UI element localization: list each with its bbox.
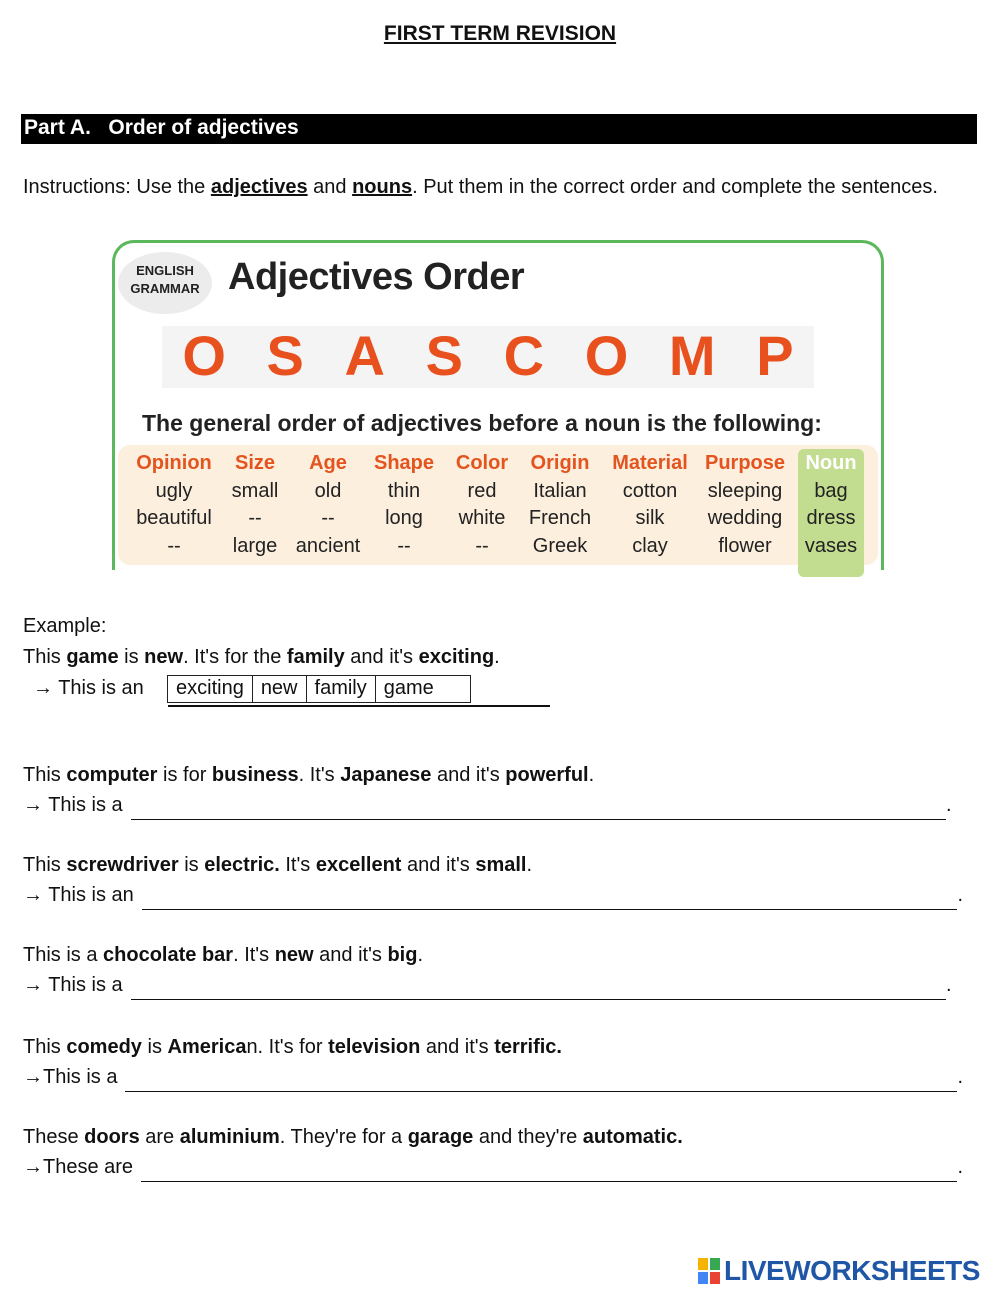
order-example-word: white: [458, 507, 506, 529]
sentence-text: . They're for a: [279, 1126, 408, 1148]
order-example-word: thin: [387, 479, 421, 502]
answer-blank[interactable]: [125, 1069, 957, 1092]
page-title: FIRST TERM REVISION: [383, 22, 617, 45]
order-example-word: sleeping: [707, 479, 783, 502]
order-example-word: Italian: [533, 479, 587, 502]
sentence-keyword: big: [387, 944, 418, 966]
sentence-text: and it's: [313, 944, 388, 966]
order-example-word: --: [167, 534, 181, 557]
order-example-word: ugly: [155, 479, 193, 502]
sentence-text: This: [23, 854, 67, 876]
order-example-word: beautiful: [136, 507, 212, 529]
order-example-word: Greek: [532, 534, 588, 557]
instructions-keyword: adjectives: [210, 176, 308, 198]
order-column-header: Color: [455, 452, 509, 474]
exercise-sentence: [23, 1123, 963, 1152]
acronym-letter: P: [756, 323, 794, 387]
order-example-word: --: [475, 534, 489, 557]
order-column: [771, 450, 891, 560]
sentence-keyword: television: [328, 1036, 421, 1058]
sentence-text: .: [526, 854, 533, 876]
sentence-period: .: [946, 974, 952, 996]
example-answer-line: [168, 705, 550, 707]
example-label: Example:: [23, 615, 107, 637]
answer-blank[interactable]: [131, 977, 946, 1000]
exercise-sentence: [23, 941, 963, 970]
instructions-text: . Put them in the correct order and complete the sentences.: [412, 176, 938, 198]
example-sentence: [23, 643, 963, 672]
sentence-keyword: chocolate bar: [103, 944, 234, 966]
brand-name: LIVEWORKSHEETS: [724, 1255, 980, 1286]
order-example-word: wedding: [707, 507, 783, 529]
sentence-keyword: America: [167, 1036, 247, 1058]
sentence-keyword: game: [66, 646, 119, 668]
sentence-text: . It's: [298, 764, 341, 786]
sentence-text: .: [588, 764, 595, 786]
exercise-answer-row: [23, 971, 963, 1000]
answer-word: family: [307, 676, 376, 702]
exercise-sentence: [23, 1033, 963, 1062]
sentence-keyword: powerful: [505, 764, 589, 786]
section-heading: Part A. Order of adjectives: [21, 114, 977, 144]
sentence-text: and it's: [344, 646, 419, 668]
order-example-word: clay: [632, 534, 668, 557]
sentence-keyword: small: [475, 854, 527, 876]
sentence-text: This: [23, 646, 67, 668]
sentence-text: is: [118, 646, 145, 668]
order-example-word: vases: [804, 534, 858, 557]
sentence-text: . It's: [233, 944, 275, 966]
answer-blank[interactable]: [131, 797, 946, 820]
sentence-keyword: excellent: [315, 854, 402, 876]
order-example-word: --: [397, 534, 411, 557]
sentence-keyword: Japanese: [340, 764, 432, 786]
sentence-keyword: doors: [84, 1126, 140, 1148]
sentence-text: .: [417, 944, 424, 966]
order-example-word: --: [321, 507, 335, 529]
badge-line: GRAMMAR: [130, 281, 200, 296]
order-example-word: bag: [814, 479, 848, 502]
liveworksheets-logo: [698, 1255, 980, 1287]
exercise-sentence: [23, 851, 963, 880]
order-example-word: silk: [635, 507, 665, 529]
sentence-text: and it's: [420, 1036, 495, 1058]
order-column-header: Purpose: [704, 452, 786, 474]
acronym-letter: C: [503, 323, 545, 387]
exercise-sentence: [23, 761, 963, 790]
sentence-keyword: screwdriver: [66, 854, 179, 876]
exercise-prompt: → This is a: [23, 974, 123, 996]
sentence-keyword: aluminium: [179, 1126, 280, 1148]
sentence-text: This: [23, 764, 67, 786]
order-example-word: French: [528, 507, 592, 529]
answer-word: exciting: [168, 676, 253, 702]
acronym-letter: S: [425, 323, 463, 387]
acronym-letter: O: [182, 323, 226, 387]
order-column-header: Origin: [530, 452, 590, 474]
exercise-answer-row: [23, 1153, 963, 1182]
acronym-osascomp: [162, 320, 814, 390]
sentence-keyword: new: [274, 944, 314, 966]
sentence-keyword: new: [144, 646, 184, 668]
exercise-prompt: →This is a: [23, 1066, 118, 1088]
order-example-word: dress: [806, 507, 856, 529]
badge-line: ENGLISH: [136, 263, 194, 278]
sentence-keyword: garage: [407, 1126, 474, 1148]
sentence-keyword: business: [211, 764, 299, 786]
sentence-text: and it's: [401, 854, 476, 876]
exercise-answer-row: [23, 881, 963, 910]
instructions: [23, 173, 963, 202]
order-column-header: Noun: [805, 452, 857, 474]
sentence-text: are: [139, 1126, 180, 1148]
liveworksheets-logo-icon: [698, 1258, 720, 1284]
order-column-header: Size: [234, 452, 276, 474]
order-column-header: Shape: [373, 452, 435, 474]
exercise-prompt: → This is an: [23, 884, 134, 906]
sentence-text: .: [494, 646, 500, 668]
infographic-title: Adjectives Order: [228, 256, 525, 298]
exercise-prompt: →These are: [23, 1156, 134, 1178]
order-column-header: Age: [309, 452, 347, 474]
sentence-text: . It's for the: [183, 646, 287, 668]
infographic-subtitle: The general order of adjectives before a noun is the following:: [142, 410, 822, 436]
exercise-answer-row: [23, 791, 963, 820]
sentence-text: This: [23, 1036, 67, 1058]
sentence-keyword: electric.: [204, 854, 280, 876]
english-grammar-badge: [118, 252, 212, 314]
instructions-text: Instructions: Use the: [23, 176, 211, 198]
sentence-text: is: [141, 1036, 168, 1058]
sentence-keyword: computer: [66, 764, 158, 786]
acronym-letter: A: [344, 323, 385, 387]
order-example-word: flower: [718, 534, 772, 557]
order-example-word: small: [231, 479, 279, 502]
order-example-word: red: [467, 479, 497, 502]
answer-blank[interactable]: [141, 1159, 957, 1182]
sentence-keyword: family: [286, 646, 345, 668]
answer-word: game: [383, 677, 434, 699]
example-prompt: → This is an: [33, 677, 144, 699]
sentence-period: .: [957, 884, 963, 906]
answer-blank[interactable]: [142, 887, 958, 910]
order-column-header: Material: [612, 452, 688, 474]
order-example-word: long: [385, 507, 423, 529]
sentence-text: These: [23, 1126, 85, 1148]
exercise-prompt: → This is a: [23, 794, 123, 816]
answer-word: new: [253, 676, 307, 702]
sentence-text: and they're: [473, 1126, 583, 1148]
exercise-answer-row: [23, 1063, 963, 1092]
sentence-keyword: exciting: [418, 646, 495, 668]
sentence-keyword: terrific.: [494, 1036, 562, 1058]
example-answer: [167, 675, 471, 703]
sentence-period: .: [946, 794, 952, 816]
sentence-period: .: [957, 1156, 963, 1178]
acronym-letter: S: [266, 323, 304, 387]
instructions-text: and: [307, 176, 353, 198]
order-example-word: large: [232, 534, 278, 557]
acronym-letter: M: [668, 323, 716, 387]
sentence-period: .: [957, 1066, 963, 1088]
sentence-keyword: comedy: [66, 1036, 142, 1058]
order-example-word: ancient: [295, 534, 361, 557]
order-column-header: Opinion: [136, 452, 212, 474]
sentence-text: is: [178, 854, 205, 876]
acronym-letter: O: [584, 323, 629, 387]
sentence-text: is for: [157, 764, 212, 786]
order-example-word: cotton: [622, 479, 678, 502]
order-example-word: old: [314, 479, 342, 502]
sentence-text: and it's: [431, 764, 506, 786]
sentence-keyword: automatic.: [582, 1126, 683, 1148]
order-example-word: --: [248, 507, 262, 529]
sentence-text: This is a: [23, 944, 104, 966]
sentence-text: It's: [279, 854, 316, 876]
sentence-text: n. It's for: [246, 1036, 329, 1058]
instructions-keyword: nouns: [352, 176, 413, 198]
